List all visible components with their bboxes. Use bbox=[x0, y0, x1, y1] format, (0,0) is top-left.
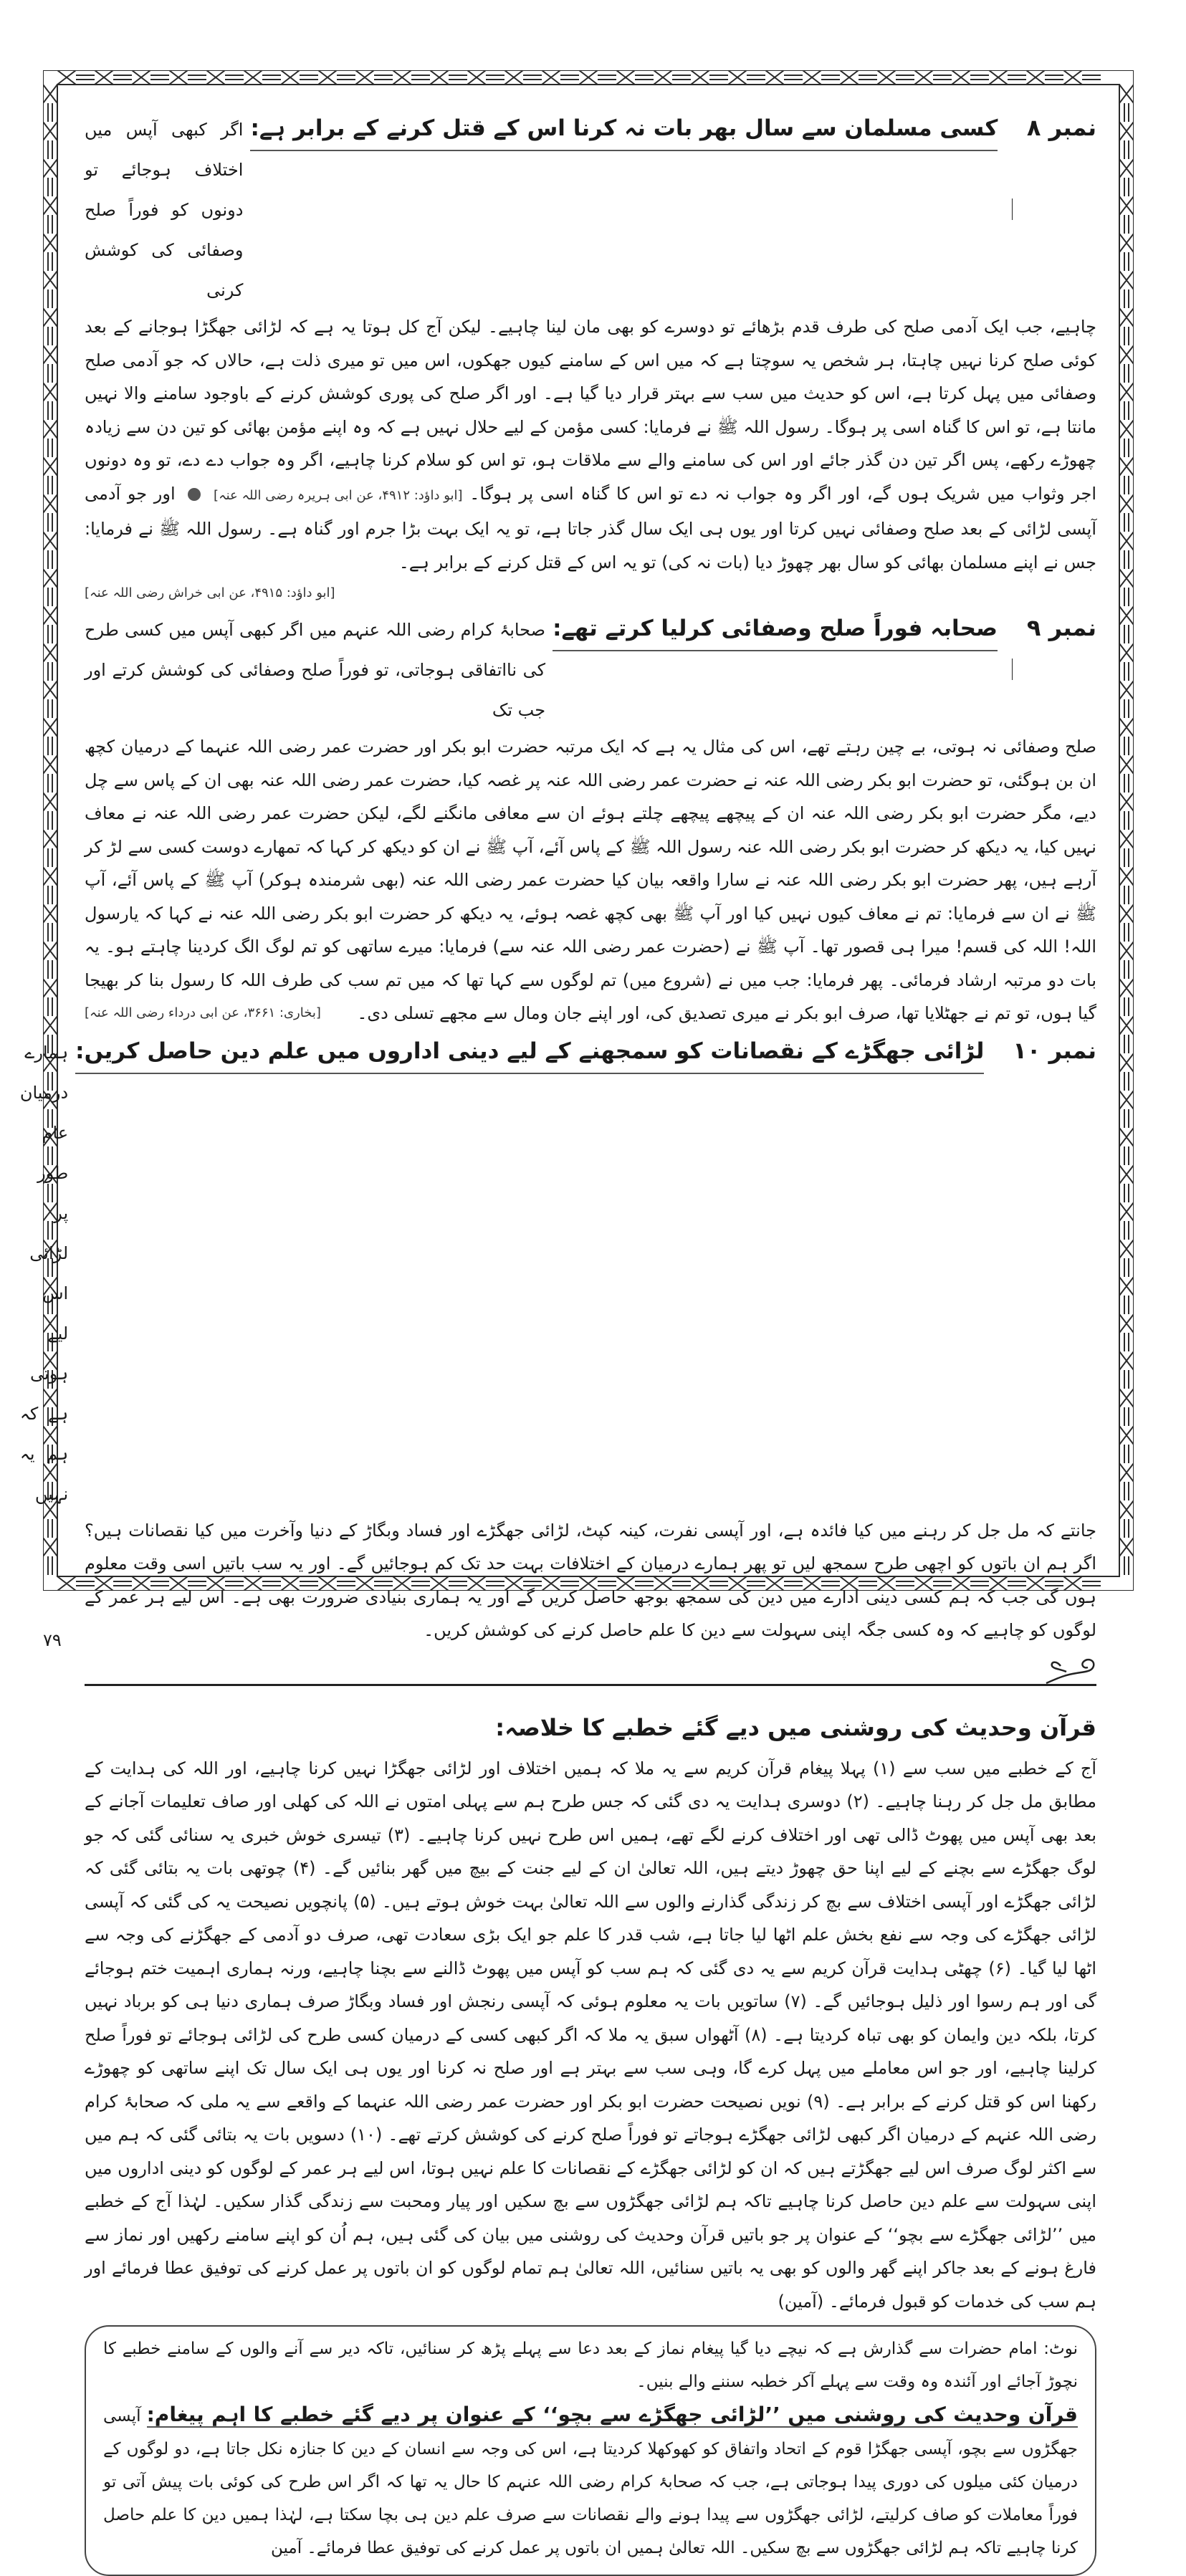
message-heading: قرآن وحدیث کی روشنی میں ’’لڑائی جھگڑے سے بچو‘‘ کے عنوان پر دیے گئے خطبے کا اہم پیغام: bbox=[146, 2403, 1079, 2426]
summary-title: قرآن وحدیث کی روشنی میں دیے گئے خطبے کا خلاصہ: bbox=[495, 1713, 1096, 1741]
section-heading bbox=[85, 107, 1096, 310]
section-lead-text: صحابۂ کرام رضی اللہ عنہم میں اگر کبھی آپس میں کسی طرح کی نااتفاقی ہوجاتی، تو فوراً صلح وصفائی کی کوشش کرتے اور جب تک bbox=[85, 620, 546, 720]
section-title: لڑائی جھگڑے کے نقصانات کو سمجھنے کے لیے دینی اداروں میں علم دین حاصل کریں: bbox=[75, 1031, 984, 1074]
section-body bbox=[85, 1514, 1096, 1647]
section-body-text: صلح وصفائی نہ ہوتی، بے چین رہتے تھے، اس کی مثال یہ ہے کہ ایک مرتبہ حضرت ابو بکر اور حضرت عمر رضی اللہ عنہما کے درمیان کچھ ان بن ہوگئی، تو حضرت ابو بکر رضی اللہ عنہ نے حضرت عمر رضی اللہ عنہ پر غصہ کیا، حضرت عمر رضی اللہ عنہ بھی ان کے پاس سے چل دیے، مگر حضرت ابو بکر رضی اللہ عنہ ان کے پیچھے پیچھے چلتے ہوئے ان سے معافی مانگنے لگے، لیکن حضرت عمر رضی اللہ عنہ نے معاف نہیں کیا، یہ دیکھ کر حضرت ابو بکر رضی اللہ عنہ رسول اللہ ﷺ کے پاس آئے، آپ ﷺ نے ان کو دیکھ کر کہا کہ تمھارے دوست کسی سے لڑ کر آرہے ہیں، پھر حضرت ابو بکر رضی اللہ عنہ نے سارا واقعہ بیان کیا حضرت عمر رضی اللہ عنہ (بھی شرمندہ ہوکر) آپ ﷺ کے پاس آئے، آپ ﷺ نے ان سے فرمایا: تم نے معاف کیوں نہیں کیا اور آپ ﷺ بھی کچھ غصہ ہوئے، یہ دیکھ کر حضرت ابو بکر رضی اللہ عنہ نے کہا کہ یارسول اللہ! اللہ کی قسم! میرا ہی قصور تھا۔ آپ ﷺ نے (حضرت عمر رضی اللہ عنہ سے) فرمایا: میرے ساتھی کو تم لوگ الگ کردینا چاہتے ہو۔ یہ بات دو مرتبہ ارشاد فرمائی۔ پھر فرمایا: جب میں نے (شروع میں) تم لوگوں سے کہا تھا کہ میں تم سب کی طرف اللہ کا رسول بنا کر بھیجا گیا ہوں، تو تم نے جھٹلایا تھا، صرف ابو بکر نے میری تصدیق کی، اور اپنے جان ومال سے مجھے تسلی دی۔ bbox=[85, 737, 1096, 1023]
section-lead-text: ہمارے درمیان عام طور پر لڑائی اس لیے ہوتی ہے کہ ہم یہ نہیں bbox=[19, 1042, 69, 1504]
section-lead-text: اگر کبھی آپس میں اختلاف ہوجائے تو دونوں کو فوراً صلح وصفائی کی کوشش کرنی bbox=[85, 120, 244, 300]
divider-rule bbox=[85, 1684, 1096, 1686]
bullet-dot-icon bbox=[188, 488, 201, 501]
section-body-text: چاہیے، جب ایک آدمی صلح کی طرف قدم بڑھائے تو دوسرے کو بھی مان لینا چاہیے۔ لیکن آج کل ہوتا یہ ہے کہ لڑائی جھگڑا ہوجانے کے بعد کوئی صلح کرنا نہیں چاہتا، ہر شخص یہ سوچتا ہے کہ میں اس کے سامنے کیوں جھکوں، اس میں تو میری ذلت ہے، حالاں کہ جو آدمی صلح وصفائی میں پہل کرتا ہے، اس کو حدیث میں سب سے بہتر قرار دیا گیا ہے۔ اور اگر صلح کی پوری کوشش کرنے کے باوجود سامنے والا نہیں مانتا ہے، تو اس کا گناہ اسی پر ہوگا۔ رسول اللہ ﷺ نے فرمایا: کسی مؤمن کے لیے حلال نہیں ہے کہ وہ اپنے مؤمن بھائی کو تین دن سے زیادہ چھوڑے رکھے، پس اگر تین دن گذر جائے اور اس کی سامنے والے سے ملاقات ہو، تو اس کو سلام کرنا چاہیے، اگر وہ جواب دے دے، تو وہ دونوں اجر وثواب میں شریک ہوں گے، اور اگر وہ جواب نہ دے تو اس کا گناہ اسی پر ہوگا۔ bbox=[85, 317, 1096, 504]
hadith-reference: [ابو داؤد: ۴۹۱۲، عن ابی ہریرہ رضی اللہ عنہ] bbox=[214, 487, 463, 503]
section-9 bbox=[85, 608, 1096, 1030]
hadith-reference: [ابو داؤد: ۴۹۱۵، عن ابی خراش رضی اللہ عنہ] bbox=[85, 585, 335, 600]
note-box bbox=[85, 2325, 1096, 2576]
section-body-text: جانتے کہ مل جل کر رہنے میں کیا فائدہ ہے، اور آپسی نفرت، کینہ کپٹ، لڑائی جھگڑے اور فساد وبگاڑ کے دنیا وآخرت میں کیا نقصانات ہیں؟ اگر ہم ان باتوں کو اچھی طرح سمجھ لیں تو پھر ہمارے درمیان کے اختلافات بہت حد تک کم ہوجائیں گے۔ اور یہ سب باتیں اسی وقت معلوم ہوں گی جب کہ ہم کسی دینی ادارے میں دین کی سمجھ بوجھ حاصل کریں گے اور یہ ہماری بنیادی ضرورت بھی ہے۔ اس لیے ہر عمر کے لوگوں کو چاہیے کہ وہ کسی جگہ اپنی سہولت سے دین کا علم حاصل کرنے کی کوشش کریں۔ bbox=[85, 1520, 1096, 1640]
section-title: صحابہ فوراً صلح وصفائی کرلیا کرتے تھے: bbox=[553, 608, 998, 651]
section-body bbox=[85, 730, 1096, 1030]
section-8 bbox=[85, 107, 1096, 608]
section-separator bbox=[1012, 659, 1013, 680]
summary-body: آج کے خطبے میں سب سے (۱) پہلا پیغام قرآن کریم سے یہ ملا کہ ہمیں اختلاف اور لڑائی جھگڑا نہیں کرنا چاہیے، اور اللہ کی ہدایت کے مطابق مل جل کر رہنا چاہیے۔ (۲) دوسری ہدایت یہ دی گئی کہ جس طرح ہم سے پہلی امتوں نے اللہ کی کھلی اور صاف تعلیمات آجانے کے بعد بھی آپس میں پھوٹ ڈالی تھی اور اختلاف کرنے لگے تھے، ہمیں اس طرح نہیں کرنا چاہیے۔ (۳) تیسری خوش خبری یہ سنائی گئی کہ جو لوگ جھگڑے سے بچنے کے لیے اپنا حق چھوڑ دیتے ہیں، اللہ تعالیٰ ان کے لیے جنت کے بیچ میں گھر بنائیں گے۔ (۴) چوتھی بات یہ بتائی گئی کہ لڑائی جھگڑے اور آپسی اختلاف سے بچ کر زندگی گذارنے والوں سے اللہ تعالیٰ بہت خوش ہوتے ہیں۔ (۵) پانچویں نصیحت یہ کی گئی کہ آپسی لڑائی جھگڑے کی وجہ سے نفع بخش علم اٹھا لیا جاتا ہے، شب قدر کا علم جو ایک بڑی سعادت تھی، صرف دو آدمی کے جھگڑنے کی وجہ سے اٹھا لیا گیا۔ (۶) چھٹی ہدایت قرآن کریم سے یہ دی گئی کہ ہم سب کو آپس میں پھوٹ ڈالنے سے بچنا چاہیے، ورنہ ہماری اہمیت ختم ہوجائے گی اور ہم رسوا اور ذلیل ہوجائیں گے۔ (۷) ساتویں بات یہ معلوم ہوئی کہ آپسی رنجش اور فساد وبگاڑ صرف ہماری دنیا ہی کو برباد نہیں کرتا، بلکہ دین وایمان کو بھی تباہ کردیتا ہے۔ (۸) آٹھواں سبق یہ ملا کہ اگر کبھی کسی کے درمیان کسی طرح کی لڑائی ہوجائے تو فوراً صلح کرلینا چاہیے، اور جو اس معاملے میں پہل کرے گا، وہی سب سے بہتر ہے اور صلح نہ کرنا اور یوں ہی ایک سال تک اپنے ساتھی کو چھوڑے رکھنا اس کو قتل کرنے کے برابر ہے۔ (۹) نویں نصیحت حضرت ابو بکر اور حضرت عمر رضی اللہ عنہما کے واقعے سے یہ ملی کہ صحابۂ کرام رضی اللہ عنہم کے درمیان اگر کبھی لڑائی جھگڑے ہوجاتے تو فوراً صلح کرنے کی کوشش کرتے تھے۔ (۱۰) دسویں بات یہ بتائی گئی کہ ہم میں سے اکثر لوگ صرف اس لیے جھگڑتے ہیں کہ ان کو لڑائی جھگڑے کے نقصانات کا علم نہیں ہوتا، اس لیے ہر عمر کے لوگوں کو دینی اداروں میں اپنی سہولت سے علم دین حاصل کرنا چاہیے تاکہ ہم لڑائی جھگڑوں سے بچ سکیں اور پیار ومحبت سے زندگی گذار سکیں۔ لہٰذا آج کے خطبے میں ’’لڑائی جھگڑے سے بچو‘‘ کے عنوان پر جو باتیں قرآن وحدیث کی روشنی میں بیان کی گئی ہیں، ہم اُن کو اپنے سامنے رکھیں اور نماز سے فارغ ہونے کے بعد جاکر اپنے گھر والوں کو بھی یہ باتیں سنائیں، اللہ تعالیٰ ہم تمام لوگوں کو ان باتوں پر عمل کرنے کی توفیق عطا فرمائے اور ہم سب کی خدمات کو قبول فرمائے۔ (آمین) bbox=[85, 1758, 1097, 2312]
section-body bbox=[85, 310, 1096, 579]
section-separator bbox=[1012, 198, 1013, 220]
section-heading bbox=[85, 608, 1096, 730]
summary-section bbox=[85, 1706, 1096, 2319]
section-number: نمبر ۹ bbox=[1026, 614, 1096, 641]
section-number: نمبر ۸ bbox=[1026, 114, 1096, 141]
flourish-ornament-icon bbox=[1045, 1656, 1096, 1685]
hadith-reference: [بخاری: ۳۶۶۱، عن ابی درداء رضی اللہ عنہ] bbox=[85, 1005, 321, 1020]
section-number: نمبر ۱۰ bbox=[1013, 1036, 1096, 1064]
section-body-text-continued: اور جو آدمی آپسی لڑائی کے بعد صلح وصفائی نہیں کرتا اور یوں ہی ایک سال گذر جاتا ہے، تو یہ ایک بہت بڑا جرم اور گناہ ہے۔ رسول اللہ ﷺ نے فرمایا: جس نے اپنے مسلمان بھائی کو سال بھر چھوڑ دیا (بات نہ کی) تو یہ اس کے قتل کرنے کے برابر ہے۔ bbox=[85, 483, 1096, 573]
section-divider bbox=[85, 1653, 1096, 1699]
section-heading bbox=[19, 1030, 1096, 1514]
message-body: آپسی جھگڑوں سے بچو، آپسی جھگڑا قوم کے اتحاد واتفاق کو کھوکھلا کردیتا ہے، اس کی وجہ سے انسان کے دین کا جنازہ نکل جاتا ہے، دو لوگوں کے درمیان کئی میلوں کی دوری پیدا ہوجاتی ہے، جب کہ صحابۂ کرام رضی اللہ عنہم کا حال یہ تھا کہ اگر اس طرح کی کوئی بات پیش آتی تو فوراً معاملات کو صاف کرلیتے، لڑائی جھگڑوں سے پیدا ہونے والے نقصانات سے صرف علم دین ہی بچا سکتا ہے، لہٰذا ہمیں دین کا علم حاصل کرنا چاہیے تاکہ ہم لڑائی جھگڑوں سے بچ سکیں۔ اللہ تعالیٰ ہمیں ان باتوں پر عمل کرنے کی توفیق عطا فرمائے۔ آمین bbox=[103, 2407, 1078, 2557]
page-number: ۷۹ bbox=[43, 1630, 62, 1650]
note-text: نوٹ: امام حضرات سے گذارش ہے کہ نیچے دیا گیا پیغام نماز کے بعد دعا سے پہلے پڑھ کر سنائیں، تاکہ دیر سے آنے والوں کے سامنے خطبے کا نچوڑ آجائے اور آئندہ وہ وقت سے پہلے آکر خطبہ سننے والے بنیں۔ bbox=[103, 2340, 1078, 2391]
section-title: کسی مسلمان سے سال بھر بات نہ کرنا اس کے قتل کرنے کے برابر ہے: bbox=[250, 108, 998, 151]
message-paragraph bbox=[103, 2398, 1078, 2565]
